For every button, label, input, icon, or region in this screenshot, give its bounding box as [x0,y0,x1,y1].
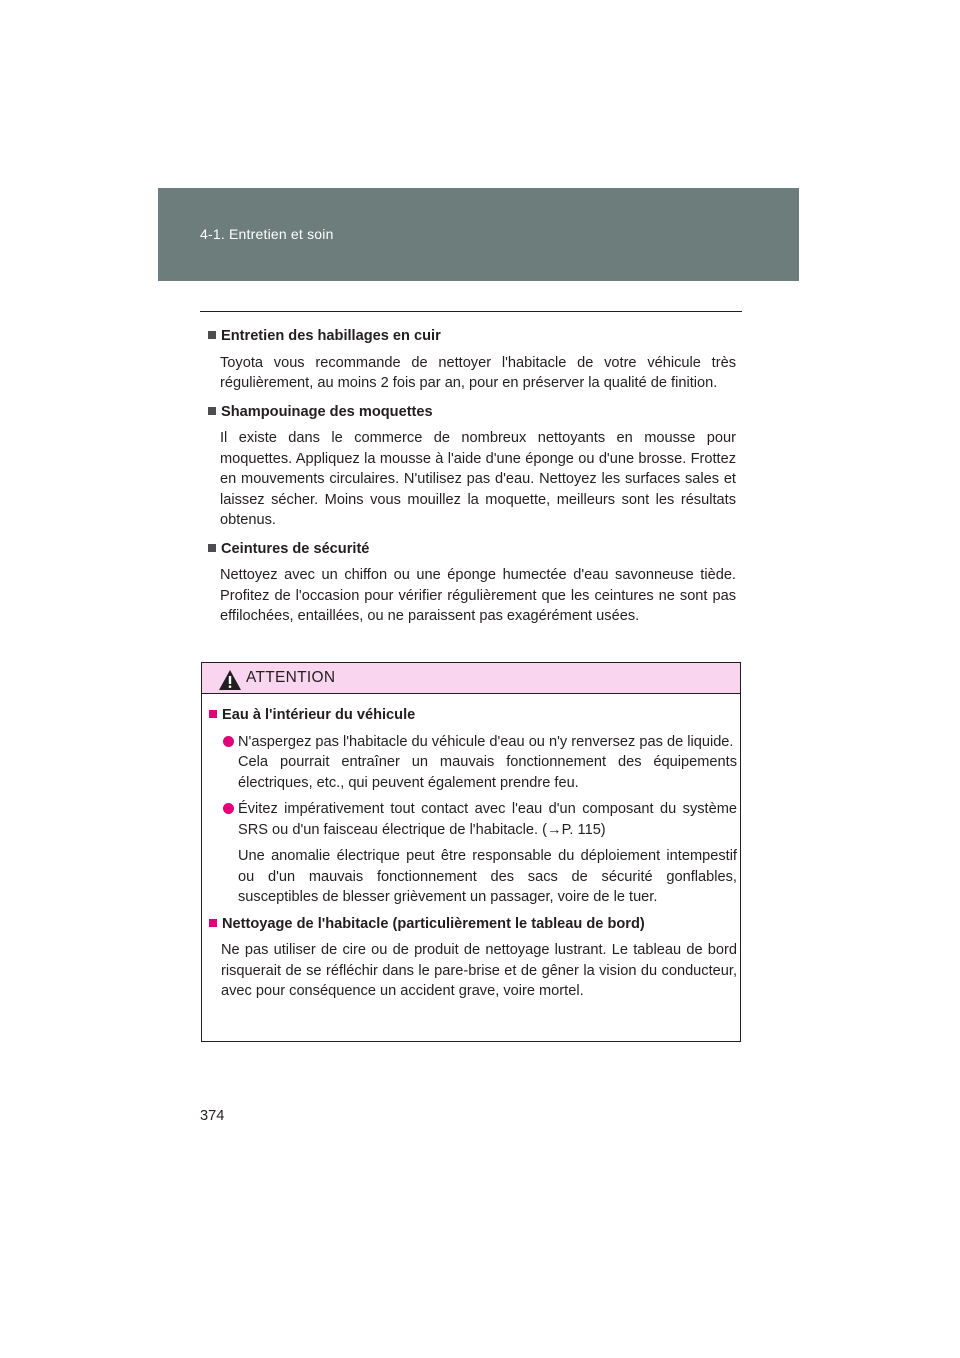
round-bullet-icon [223,803,234,814]
warning-bullet [209,799,737,840]
warning-header [202,663,740,694]
round-bullet-icon [223,736,234,747]
warning-subheading: Eau à l'intérieur du véhicule [222,707,416,723]
warning-subheading: Nettoyage de l'habitacle (particulièrement le tableau de bord) [222,915,645,932]
square-bullet-icon [208,407,216,415]
section-heading: Entretien des habillages en cuir [221,328,441,344]
section-seatbelts [208,539,736,627]
warning-body [209,705,737,1002]
section-heading: Ceintures de sécurité [221,540,370,557]
section-text: Toyota vous recommande de nettoyer l'habitacle de votre véhicule très régulièrement, au moins 2 fois par an, pour en préserver la qualité de finition. [220,354,736,391]
section-text: Nettoyez avec un chiffon ou une éponge humectée d'eau savonneuse tiède. Profitez de l'occasion pour vérifier régulièrement que les ceintures ne sont pas effilochées, entaillées, ou ne paraissent pas exagérément usées. [220,567,736,624]
square-bullet-icon [208,331,216,339]
bullet-text: Évitez impérativement tout contact avec l'eau d'un composant du système SRS ou d'un faisceau électrique de l'habitacle. (→P. 115) [238,801,737,838]
bullet-text: N'aspergez pas l'habitacle du véhicule d'eau ou n'y renversez pas de liquide. [238,733,734,750]
section-heading: Shampouinage des moquettes [221,403,433,420]
warning-title: ATTENTION [246,669,336,686]
top-rule [200,311,742,312]
bullet-followup-text: Une anomalie électrique peut être responsable du déploiement intempestif ou d'un mauvais fonctionnement des sacs de sécurité gonflables, susceptibles de blesser grièvement un passager, voire de le tuer. [238,848,737,905]
square-bullet-icon [208,544,216,552]
square-bullet-icon [209,919,217,927]
page-number: 374 [200,1108,225,1124]
square-bullet-icon [209,710,217,718]
warning-triangle-icon [218,669,242,691]
section-carpets [208,402,736,531]
section-text: Il existe dans le commerce de nombreux nettoyants en mousse pour moquettes. Appliquez la mousse à l'aide d'une éponge ou d'une brosse. Frottez en mouvements circulaires. N'utilisez pas d'eau. Nettoyez les surfaces sales et laissez sécher. Moins vous mouillez la moquette, meilleurs sont les résultats obtenus. [220,430,736,528]
chapter-section-title: 4-1. Entretien et soin [200,226,334,242]
warning-box [201,662,741,1042]
bullet-text: Cela pourrait entraîner un mauvais fonctionnement des équipements électriques, etc., qui peuvent également prendre feu. [238,754,737,791]
warning-bullet [209,732,737,794]
main-content [208,326,736,635]
chapter-header-band [158,188,799,281]
section-leather [208,326,736,394]
warning-text: Ne pas utiliser de cire ou de produit de nettoyage lustrant. Le tableau de bord risquerait de se réfléchir dans le pare-brise et de gêner la vision du conducteur, avec pour conséquence un accident grave, voire mortel. [221,942,737,999]
